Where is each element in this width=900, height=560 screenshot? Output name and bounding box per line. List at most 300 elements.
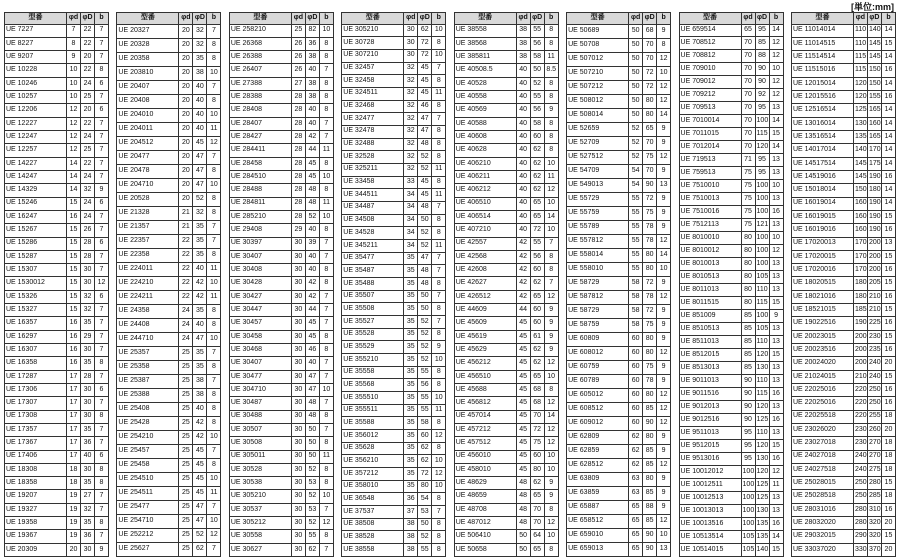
table-row: [342, 480, 446, 493]
table-row: [229, 237, 333, 250]
table-row: [5, 317, 109, 330]
outer-diameter-cell: 42: [305, 131, 319, 144]
model-cell: UE 25388: [117, 388, 179, 402]
outer-diameter-cell: 72: [643, 80, 657, 94]
outer-diameter-cell: 95: [755, 167, 769, 180]
header-width: b: [769, 13, 783, 25]
inner-diameter-cell: 65: [629, 542, 643, 557]
table-row: [342, 277, 446, 290]
model-cell: UE 62859: [567, 444, 629, 458]
model-cell: UE 25358: [117, 360, 179, 374]
width-cell: 11: [319, 450, 333, 463]
width-cell: 7: [95, 24, 109, 37]
outer-diameter-cell: 40: [305, 64, 319, 77]
outer-diameter-cell: 200: [867, 237, 881, 250]
outer-diameter-cell: 47: [193, 150, 207, 164]
inner-diameter-cell: 125: [853, 104, 867, 117]
width-cell: 14: [544, 210, 558, 223]
width-cell: 12: [657, 94, 671, 108]
model-cell: UE 1530012: [5, 277, 67, 290]
inner-diameter-cell: 50: [629, 66, 643, 80]
inner-diameter-cell: 55: [629, 206, 643, 220]
width-cell: 14: [544, 410, 558, 423]
outer-diameter-cell: 25: [81, 91, 95, 104]
outer-diameter-cell: 100: [755, 232, 769, 245]
width-cell: 8: [432, 277, 446, 290]
model-cell: UE 33458: [342, 176, 404, 189]
table-row: [342, 37, 446, 50]
outer-diameter-cell: 62: [418, 442, 432, 455]
width-cell: 7: [432, 506, 446, 519]
width-cell: 8: [432, 442, 446, 455]
outer-diameter-cell: 85: [643, 458, 657, 472]
outer-diameter-cell: 65: [530, 370, 544, 383]
table-row: [229, 37, 333, 50]
model-cell: UE 285210: [229, 210, 291, 223]
width-cell: 20: [881, 357, 895, 370]
inner-diameter-cell: 20: [179, 24, 193, 38]
model-cell: UE 13516514: [791, 131, 853, 144]
table-row: [342, 138, 446, 151]
table-row: [454, 37, 558, 50]
table-row: [342, 227, 446, 240]
model-cell: UE 204010: [117, 108, 179, 122]
table-row: [342, 303, 446, 316]
outer-diameter-cell: 64: [530, 530, 544, 543]
model-cell: UE 15246: [5, 197, 67, 210]
inner-diameter-cell: 90: [741, 401, 755, 414]
model-cell: UE 457014: [454, 410, 516, 423]
inner-diameter-cell: 20: [179, 136, 193, 150]
table-row: [454, 104, 558, 117]
outer-diameter-cell: 70: [643, 38, 657, 52]
inner-diameter-cell: 25: [179, 444, 193, 458]
outer-diameter-cell: 72: [418, 49, 432, 62]
model-cell: UE 759513: [679, 167, 741, 180]
width-cell: 7: [207, 542, 221, 557]
width-cell: 7: [544, 237, 558, 250]
inner-diameter-cell: 38: [404, 531, 418, 544]
table-row: [5, 250, 109, 263]
inner-diameter-cell: 15: [67, 304, 81, 317]
outer-diameter-cell: 85: [643, 444, 657, 458]
model-cell: UE 35558: [342, 366, 404, 379]
model-cell: UE 12015516: [791, 91, 853, 104]
outer-diameter-cell: 45: [193, 472, 207, 486]
width-cell: 12: [544, 290, 558, 303]
inner-diameter-cell: 18: [67, 477, 81, 490]
inner-diameter-cell: 45: [516, 423, 530, 436]
table-row: [454, 530, 558, 543]
width-cell: 9: [544, 490, 558, 503]
model-cell: UE 25428: [117, 416, 179, 430]
model-cell: UE 305212: [229, 517, 291, 530]
model-cell: UE 30408: [229, 264, 291, 277]
outer-diameter-cell: 65: [530, 210, 544, 223]
width-cell: 8: [432, 544, 446, 557]
inner-diameter-cell: 100: [741, 478, 755, 491]
model-cell: UE 17406: [5, 450, 67, 463]
width-cell: 9: [769, 310, 783, 323]
width-cell: 15: [881, 370, 895, 383]
inner-diameter-cell: 36: [404, 493, 418, 506]
inner-diameter-cell: 25: [179, 542, 193, 557]
model-cell: UE 406211: [454, 170, 516, 183]
outer-diameter-cell: 80: [643, 346, 657, 360]
inner-diameter-cell: 58: [629, 276, 643, 290]
inner-diameter-cell: 17: [67, 370, 81, 383]
outer-diameter-cell: 60: [530, 304, 544, 317]
table-row: [567, 262, 671, 276]
outer-diameter-cell: 72: [418, 468, 432, 481]
width-cell: 8: [432, 37, 446, 50]
model-cell: UE 30447: [229, 304, 291, 317]
model-cell: UE 22025518: [791, 410, 853, 423]
spec-table-6: [566, 12, 671, 557]
inner-diameter-cell: 30: [291, 237, 305, 250]
outer-diameter-cell: 36: [81, 437, 95, 450]
table-row: [791, 184, 895, 197]
inner-diameter-cell: 55: [629, 192, 643, 206]
table-row: [5, 397, 109, 410]
model-cell: UE 426512: [454, 290, 516, 303]
inner-diameter-cell: 42: [516, 250, 530, 263]
model-cell: UE 708812: [679, 50, 741, 63]
inner-diameter-cell: 60: [629, 402, 643, 416]
model-cell: UE 23027018: [791, 437, 853, 450]
outer-diameter-cell: 160: [867, 117, 881, 130]
inner-diameter-cell: 105: [741, 543, 755, 556]
width-cell: 13: [881, 237, 895, 250]
outer-diameter-cell: 45: [193, 458, 207, 472]
outer-diameter-cell: 120: [755, 349, 769, 362]
model-cell: UE 8511013: [679, 336, 741, 349]
inner-diameter-cell: 14: [67, 157, 81, 170]
outer-diameter-cell: 80: [530, 463, 544, 476]
model-cell: UE 7510016: [679, 206, 741, 219]
table-row: [679, 37, 783, 50]
table-row: [567, 374, 671, 388]
width-cell: 8: [207, 192, 221, 206]
width-cell: 16: [769, 388, 783, 401]
model-cell: UE 12257: [5, 144, 67, 157]
width-cell: 9: [95, 184, 109, 197]
outer-diameter-cell: 90: [643, 416, 657, 430]
inner-diameter-cell: 40: [516, 224, 530, 237]
outer-diameter-cell: 50: [418, 518, 432, 531]
table-row: [454, 170, 558, 183]
inner-diameter-cell: 50: [516, 543, 530, 556]
inner-diameter-cell: 30: [291, 477, 305, 490]
table-row: [679, 414, 783, 427]
width-cell: 8: [319, 224, 333, 237]
inner-diameter-cell: 250: [853, 490, 867, 503]
model-cell: UE 14517514: [791, 157, 853, 170]
inner-diameter-cell: 16: [67, 317, 81, 330]
model-cell: UE 17020015: [791, 250, 853, 263]
inner-diameter-cell: 15: [67, 224, 81, 237]
width-cell: 10: [544, 463, 558, 476]
table-row: [229, 490, 333, 503]
outer-diameter-cell: 52: [418, 163, 432, 176]
table-row: [229, 543, 333, 556]
model-cell: UE 40608: [454, 131, 516, 144]
outer-diameter-cell: 40: [305, 117, 319, 130]
model-cell: UE 254710: [117, 514, 179, 528]
table-row: [791, 210, 895, 223]
width-cell: 7: [95, 37, 109, 50]
table-row: [229, 304, 333, 317]
width-cell: 18: [881, 463, 895, 476]
width-cell: 16: [881, 264, 895, 277]
model-cell: UE 252212: [117, 528, 179, 542]
inner-diameter-cell: 50: [629, 38, 643, 52]
table-row: [679, 102, 783, 115]
outer-diameter-cell: 48: [305, 410, 319, 423]
model-cell: UE 12516514: [791, 104, 853, 117]
outer-diameter-cell: 150: [867, 77, 881, 90]
table-header-row: [342, 13, 446, 25]
table-row: [229, 51, 333, 64]
outer-diameter-cell: 120: [755, 440, 769, 453]
inner-diameter-cell: 40: [516, 77, 530, 90]
width-cell: 8: [95, 517, 109, 530]
inner-diameter-cell: 38: [516, 51, 530, 64]
model-cell: UE 11014014: [791, 24, 853, 37]
width-cell: 7: [95, 304, 109, 317]
width-cell: 6: [95, 290, 109, 303]
header-outer-diameter: φD: [418, 13, 432, 25]
model-cell: UE 659514: [679, 24, 741, 37]
inner-diameter-cell: 95: [741, 452, 755, 465]
outer-diameter-cell: 38: [305, 77, 319, 90]
inner-diameter-cell: 32: [404, 151, 418, 164]
model-cell: UE 32478: [342, 125, 404, 138]
table-row: [679, 245, 783, 258]
model-cell: UE 7227: [5, 24, 67, 37]
table-row: [679, 271, 783, 284]
table-row: [679, 349, 783, 362]
table-row: [117, 122, 221, 136]
outer-diameter-cell: 100: [755, 245, 769, 258]
model-cell: UE 20024020: [791, 357, 853, 370]
model-cell: UE 9513016: [679, 452, 741, 465]
outer-diameter-cell: 42: [193, 290, 207, 304]
table-row: [117, 304, 221, 318]
inner-diameter-cell: 40: [516, 91, 530, 104]
inner-diameter-cell: 45: [516, 370, 530, 383]
width-cell: 13: [769, 102, 783, 115]
outer-diameter-cell: 30: [81, 543, 95, 556]
inner-diameter-cell: 42: [516, 264, 530, 277]
outer-diameter-cell: 32: [193, 38, 207, 52]
inner-diameter-cell: 19: [67, 490, 81, 503]
model-cell: UE 457512: [454, 437, 516, 450]
width-cell: 10: [207, 332, 221, 346]
table-row: [791, 144, 895, 157]
width-cell: 12: [544, 397, 558, 410]
table-row: [342, 417, 446, 430]
table-row: [117, 164, 221, 178]
model-cell: UE 28031016: [791, 503, 853, 516]
table-row: [342, 113, 446, 126]
inner-diameter-cell: 30: [291, 344, 305, 357]
outer-diameter-cell: 225: [867, 317, 881, 330]
inner-diameter-cell: 290: [853, 530, 867, 543]
width-cell: 8: [207, 318, 221, 332]
table-row: [679, 452, 783, 465]
model-cell: UE 15326: [5, 290, 67, 303]
outer-diameter-cell: 80: [643, 332, 657, 346]
model-cell: UE 851009: [679, 310, 741, 323]
model-cell: UE 709212: [679, 89, 741, 102]
model-cell: UE 305210: [229, 490, 291, 503]
model-cell: UE 458010: [454, 463, 516, 476]
table-row: [454, 210, 558, 223]
outer-diameter-cell: 40: [305, 264, 319, 277]
outer-diameter-cell: 48: [305, 197, 319, 210]
table-row: [229, 91, 333, 104]
outer-diameter-cell: 35: [81, 477, 95, 490]
model-cell: UE 659013: [567, 542, 629, 557]
width-cell: 9: [657, 192, 671, 206]
outer-diameter-cell: 45: [305, 170, 319, 183]
width-cell: 18: [881, 490, 895, 503]
width-cell: 7: [207, 346, 221, 360]
header-outer-diameter: φD: [755, 13, 769, 25]
width-cell: 7: [432, 201, 446, 214]
model-cell: UE 407210: [454, 224, 516, 237]
outer-diameter-cell: 40: [193, 80, 207, 94]
width-cell: 7: [319, 131, 333, 144]
width-cell: 13: [769, 323, 783, 336]
outer-diameter-cell: 190: [867, 197, 881, 210]
table-row: [567, 290, 671, 304]
inner-diameter-cell: 50: [629, 80, 643, 94]
header-model: 型番: [791, 13, 853, 25]
table-row: [679, 128, 783, 141]
inner-diameter-cell: 25: [179, 486, 193, 500]
table-row: [342, 265, 446, 278]
outer-diameter-cell: 24: [81, 131, 95, 144]
width-cell: 7: [95, 264, 109, 277]
table-row: [342, 493, 446, 506]
model-cell: UE 38568: [454, 37, 516, 50]
table-row: [791, 77, 895, 90]
outer-diameter-cell: 90: [755, 63, 769, 76]
inner-diameter-cell: 17: [67, 450, 81, 463]
outer-diameter-cell: 62: [530, 170, 544, 183]
outer-diameter-cell: 52: [305, 517, 319, 530]
model-cell: UE 50658: [454, 543, 516, 556]
inner-diameter-cell: 85: [741, 323, 755, 336]
outer-diameter-cell: 47: [193, 514, 207, 528]
outer-diameter-cell: 29: [81, 330, 95, 343]
model-cell: UE 63859: [567, 486, 629, 500]
inner-diameter-cell: 20: [67, 543, 81, 556]
model-cell: UE 14519016: [791, 170, 853, 183]
inner-diameter-cell: 30: [291, 250, 305, 263]
table-row: [567, 500, 671, 514]
model-cell: UE 42608: [454, 264, 516, 277]
outer-diameter-cell: 35: [193, 248, 207, 262]
inner-diameter-cell: 85: [741, 336, 755, 349]
width-cell: 12: [95, 277, 109, 290]
inner-diameter-cell: 35: [404, 442, 418, 455]
width-cell: 7: [207, 150, 221, 164]
width-cell: 8: [544, 250, 558, 263]
inner-diameter-cell: 28: [291, 91, 305, 104]
width-cell: 8: [657, 38, 671, 52]
header-width: b: [432, 13, 446, 25]
model-cell: UE 356210: [342, 455, 404, 468]
outer-diameter-cell: 38: [305, 91, 319, 104]
model-cell: UE 8011515: [679, 297, 741, 310]
width-cell: 8: [319, 91, 333, 104]
model-cell: UE 24027018: [791, 450, 853, 463]
inner-diameter-cell: 40: [516, 170, 530, 183]
outer-diameter-cell: 40: [193, 402, 207, 416]
table-row: [791, 490, 895, 503]
table-row: [229, 184, 333, 197]
table-row: [342, 544, 446, 557]
model-cell: UE 10257: [5, 91, 67, 104]
outer-diameter-cell: 30: [81, 264, 95, 277]
inner-diameter-cell: 52: [629, 150, 643, 164]
width-cell: 10: [657, 66, 671, 80]
inner-diameter-cell: 170: [853, 264, 867, 277]
model-cell: UE 33037020: [791, 543, 853, 556]
inner-diameter-cell: 19: [67, 503, 81, 516]
table-row: [791, 383, 895, 396]
table-row: [454, 477, 558, 490]
model-cell: UE 35529: [342, 341, 404, 354]
width-cell: 12: [657, 290, 671, 304]
width-cell: 8: [544, 37, 558, 50]
model-cell: UE 25458: [117, 458, 179, 472]
outer-diameter-cell: 120: [755, 465, 769, 478]
inner-diameter-cell: 28: [291, 144, 305, 157]
inner-diameter-cell: 30: [404, 49, 418, 62]
inner-diameter-cell: 30: [291, 437, 305, 450]
outer-diameter-cell: 42: [193, 416, 207, 430]
width-cell: 7: [95, 117, 109, 130]
width-cell: 7: [95, 317, 109, 330]
width-cell: 8: [432, 379, 446, 392]
width-cell: 8: [319, 104, 333, 117]
table-row: [567, 122, 671, 136]
outer-diameter-cell: 320: [867, 530, 881, 543]
inner-diameter-cell: 210: [853, 370, 867, 383]
width-cell: 14: [881, 24, 895, 37]
outer-diameter-cell: 80: [643, 430, 657, 444]
inner-diameter-cell: 44: [516, 304, 530, 317]
outer-diameter-cell: 85: [643, 402, 657, 416]
outer-diameter-cell: 28: [81, 250, 95, 263]
model-cell: UE 28427: [229, 131, 291, 144]
inner-diameter-cell: 160: [853, 197, 867, 210]
outer-diameter-cell: 190: [867, 210, 881, 223]
model-cell: UE 28458: [229, 157, 291, 170]
table-row: [117, 94, 221, 108]
inner-diameter-cell: 30: [291, 290, 305, 303]
width-cell: 7: [432, 252, 446, 265]
model-cell: UE 11014515: [791, 37, 853, 50]
table-row: [5, 344, 109, 357]
width-cell: 12: [657, 234, 671, 248]
inner-diameter-cell: 180: [853, 277, 867, 290]
table-row: [117, 108, 221, 122]
